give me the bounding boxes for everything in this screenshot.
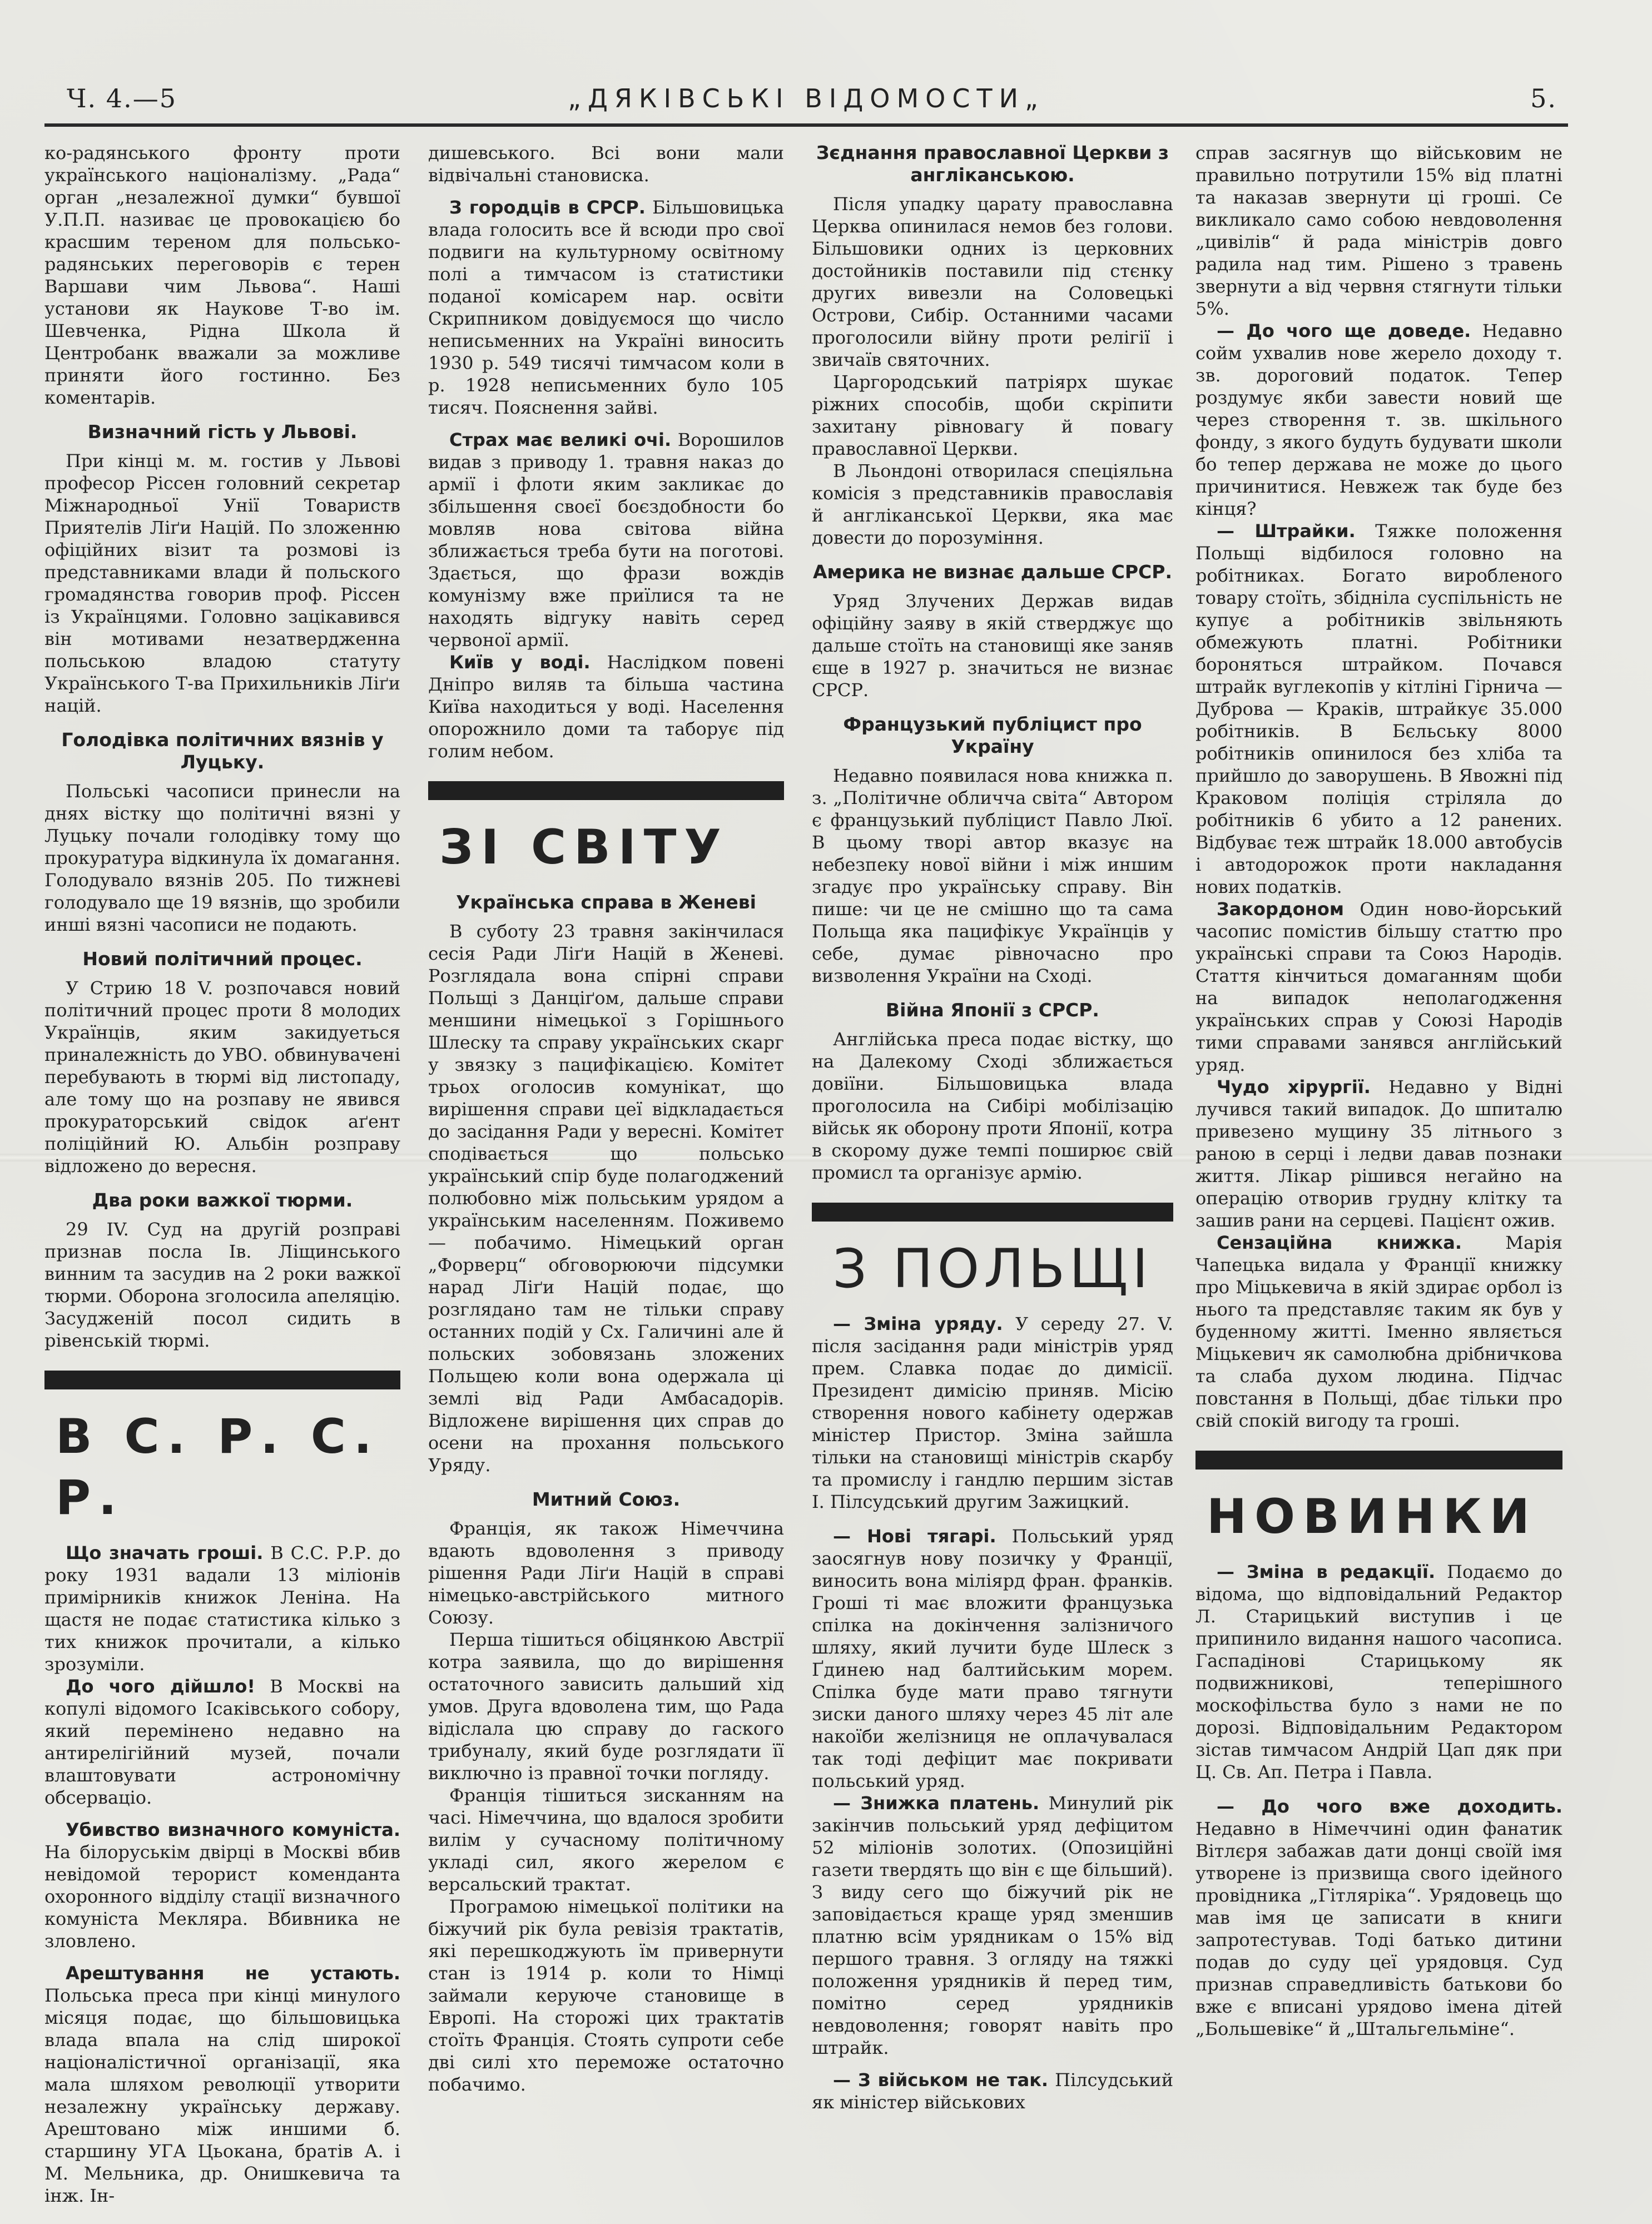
- article-text: Більшовицька влада голосить все й всюди про свої подвиги на культурному освітному полі а тимчасом із статистики поданої комісарем нар. освіти Скрипником довідуємося що число неписьменних на Україні виносить 1930 р. 549 тисячі тимчасом коли в р. 1928 неписьменних було 105 тисяч. Пояснення зайві.: [428, 197, 785, 418]
- headline-prison: Два роки важкої тюрми.: [92, 1189, 353, 1211]
- article-continuation: ко-радянського фронту проти українського націоналізму. „Рада“ орган „незалежної думки“ бувшої У.П.П. називає це провокацією бо красшим тереном для польсько-радянських переговорів є терен Варшави чим Львова“. Наші установи як Наукове Т-во ім. Шевченка, Рідна Школа й Центробанк вважали за можливе приняти його гостинно. Без коментарів.: [44, 142, 400, 408]
- article-text: В Москві на копулі відомого Ісаківського собору, який перемінено недавно на антирелігійний музей, почали влаштовувати астрономічну обсерваціо.: [44, 1676, 400, 1808]
- headline-trial: Новий політичний процес.: [82, 948, 363, 970]
- section-title-poland: З ПОЛЬЩІ: [832, 1238, 1153, 1300]
- lead-book: Сензаційна книжка.: [1217, 1232, 1462, 1253]
- lead-arrests: Арештування не устають.: [66, 1963, 400, 1984]
- page-number: 5.: [1530, 83, 1557, 113]
- article-text: Минулий рік закінчив польський уряд дефіцитом 52 міліонів золотих. (Опозиційні газети твердять що він є ще більший). З виду сего що біжучий рік не заповідається краще уряд зменшив платню всім урядникам о 15% від першого травня. З огляду на тяжкі положення урядників й перед тим, помітно серед урядників невдоволення; говорят навіть про штрайк.: [812, 1793, 1174, 2058]
- article-text: Один ново-йорський часопис помістив більшу статтю про українські справи та Союз Народів. Стаття кінчиться домаганням щоби на випадок неполагодження українських справ у Союзі Народів тими справами занявся англійський уряд.: [1195, 898, 1562, 1075]
- lead-burdens: — Нові тягарі.: [833, 1526, 996, 1547]
- article-text: В Льондоні отворилася спеціяльна комісія з представників православія й англіканської Церкви, яка має довести до порозуміння.: [812, 460, 1173, 548]
- column-2: [428, 142, 784, 2096]
- headline-japan-war: Війна Японії з СРСР.: [886, 999, 1099, 1021]
- article-text: Пілсудський як міністер військових: [812, 2069, 1174, 2113]
- article-text: Недавно сойм ухвалив нове жерело доходу т. зв. дороговий податок. Тепер роздумує якби завести новий ще через створення т. зв. шкільного фонду, з якого будуть будувати школи бо тепер держава не може до цього причинитися. Невжеж так буде без кінця?: [1195, 320, 1562, 519]
- lead-fear: Страх має великі очі.: [449, 429, 672, 450]
- headline-geneva: Українська справа в Женеві: [456, 891, 756, 913]
- section-title-news: НОВИНКИ: [1207, 1489, 1537, 1545]
- lead-murder: Убивство визначного комуніста.: [66, 1819, 400, 1840]
- headline-publicist: Французький публіцист про Україну: [843, 713, 1142, 757]
- article-text: При кінці м. м. гостив у Львові професор Рісcен головний секретар Міжнародньої Унії Товариств Приятелів Ліґи Націй. По зложенню офіційних візит та розмові із представниками влади й польского громадянства говорив проф. Рісcен із Українцями. Головно зацікавився він мотивами незатвердженна польською владою статуту Українського Т-ва Прихильників Ліґи націй.: [44, 450, 400, 716]
- article-text: Франція тішиться зисканням на часі. Німеччина, що вдалося зробити вилім у сучасному політичному укладі сил, якого жерелом є версальский трактат.: [428, 1785, 784, 1895]
- lead-where: — До чого ще доведе.: [1217, 320, 1471, 341]
- article-text: Після упадку царату православна Церква опинилася немов без голови. Більшовики одних із церковних достойників поставили під стєнку других вивезли на Соловецькі Острови, Сибір. Останними часами проголосили війну проти релігії і звичаїв святочних.: [812, 193, 1173, 370]
- article-text: Польська преса при кінці минулого місяця подає, що більшовицька влада впала на слід широкої націоналістичної організації, яка мала шляхом революції утворити незалежну українську державу. Арештовано між иншими б. старшину УГА Цьокана, братів А. і М. Мельника, др. Онишкевича та інж. Ін-: [44, 1985, 400, 2206]
- article-continuation: справ засягнув що військовим не правильно потрутили 15% від платні та наказав звернути ці гроші. Се викликало само собою невдоволення „цивілів“ й рада міністрів довго радила над тим. Рішено з травень звернути а від червня стягнути тільки 5%.: [1195, 142, 1562, 319]
- lead-cities: З городців в СРСР.: [449, 197, 646, 218]
- article-text: Програмою німецької політики на біжучий рік була ревізія трактатів, які перешкоджують їм привернути стан із 1914 р. коли то Німці займали керуюче становище в Европі. На сторожі цих трактатів стоїть Франція. Стоять супроти себе дві силі хто переможе остаточно побачимо.: [428, 1896, 784, 2095]
- article-text: Недавно появилася нова книжка п. з. „Політичне обличча світа“ Автором є французький публіцист Павло Люї. В цьому творі автор вказує на небезпеку нової війни і між иншим згадує про українську справу. Він пише: чи це не смішно що та сама Польща яка пацифікує Українців у себе, думає рівночасно про визволення України на Сході.: [812, 765, 1173, 986]
- article-text: В С.С. Р.Р. до року 1931 вадали 13 міліонів примірників книжок Леніна. На щастя не подає статистика кілько з тих книжок прочитали, а кілько зрозуміли.: [44, 1542, 401, 1675]
- article-continuation: дишевського. Всі вони мали відвічальні становиска.: [428, 142, 784, 186]
- lead-abroad: Закордоном: [1217, 898, 1345, 920]
- section-divider-bar: [44, 1371, 400, 1389]
- column-4: [1195, 142, 1562, 2040]
- article-text: Уряд Злучених Держав видав офіційну заяву в якій стверджує що дальше стоїть на становищі яке заняв єще в 1927 р. значиться не визнає СРСР.: [812, 590, 1173, 701]
- article-text: Англійська преса подає вістку, що на Далекому Сході зближається довіїни. Більшовицька влада проголосила на Сибірі мобілізацію військ як оборону проти Японії, котра в скорому дуже темпі поширює свій промисл та організує армію.: [812, 1029, 1173, 1183]
- article-text: Франція, як також Німеччина вдають вдоволення з приводу рішення Ради Ліґи Націй в справі німецько-австрійського митного Союзу.: [428, 1518, 784, 1628]
- article-text: У Стрию 18 V. розпочався новий політичний процес проти 8 молодих Українців, яким закидуеться приналежність до УВО. обвинувачені перебувають в тюрмі від листопаду, але тому що на розпаву не явився прокураторський свідок аґент поліційний Ю. Альбін розправу відложено до вересня.: [44, 977, 400, 1176]
- article-text: Недавно у Відні лучився такий випадок. До шпиталю привезено мущину 35 літнього з раною в серці і ледви давав познаки життя. Лікар рішився негайно на операцію отворив грудну клітку та зашив рани на серцеві. Пацієнт ожив.: [1195, 1076, 1562, 1231]
- section-title-ussr: В С. Р. С. Р.: [56, 1409, 380, 1526]
- article-text: Недавно в Німеччині один фанатик Вітлєря забажав дати донці своїй імя утворене із призвища свого ідейного провідника „Гітляріка“. Урядовець що мав імя це записати в книги запротестував. Тоді батько дитини подав до суду цеї урядовця. Суд признав справедливість батькови бо вже є вписані урядово імена дітей „Большевіке“ й „Штальгельміне“.: [1195, 1818, 1562, 2039]
- lead-kyiv: Київ у воді.: [449, 652, 591, 673]
- lead-extent-news: — До чого вже доходить.: [1217, 1796, 1562, 1817]
- issue-number: Ч. 4.—5: [67, 83, 177, 113]
- article-text: На білоруськім двірці в Москві вбив невідомой терорист коменданта охоронного відділу стації визначного комуніста Мекляра. Вбивника не зловлено.: [44, 1841, 400, 1952]
- lead-government: — Зміна уряду.: [833, 1313, 1003, 1334]
- lead-editorial-change: — Зміна в редакції.: [1217, 1561, 1436, 1582]
- page-header: [50, 83, 1562, 122]
- article-text: Ворошилов видав з приводу 1. травня наказ до армії і флоти яким закликає до збільшення своєї боєздобности бо мовляв нова світова війна зближається треба бути на поготові. Здається, що фрази вождів комунізму вже приїлися та не находять відгуку навіть серед червоної армії.: [428, 429, 785, 651]
- lead-strikes: — Штрайки.: [1217, 520, 1356, 542]
- article-text: Марія Чапецька видала у Франції книжку про Міцькевича в якій здирає орбол із нього та представляє таким як був у буденному житті. Іменно являється Міцькевич як самолюбна дрібничкова та слаба духом людина. Підчас повстання в Польщі, дбає тільки про свій спокій вигоду та гроші.: [1195, 1232, 1563, 1431]
- lead-salary-cut: — Знижка платень.: [833, 1793, 1040, 1814]
- lead-money: Що значать гроші.: [66, 1542, 264, 1563]
- column-1: [44, 142, 400, 2207]
- headline-america: Америка не визнає дальше СРСР.: [813, 561, 1172, 583]
- column-3: [812, 142, 1173, 2113]
- article-text: Царгородський патріярх шукає ріжних способів, щоби скріпити захитану рівновагу й повагу православної Церкви.: [812, 371, 1173, 459]
- article-text: Подаємо до відома, що відповідальний Редактор Л. Старицький виступив і це припинило видання нашого часописа. Гаспадінові Старицькому як подвижникові, теперішного москофільства було з нами не по дорозі. Відповідальним Редактором зістав тимчасом Андрій Цап дяк при Ц. Св. Ап. Петра і Павла.: [1195, 1561, 1563, 1783]
- section-divider-bar: [1195, 1451, 1562, 1470]
- lead-surgery: Чудо хірургії.: [1217, 1076, 1371, 1098]
- article-text: Перша тішиться обіцянкою Австрії котра заявила, що до вирішення остаточного зависить дальший хід умов. Друга вдоволена тим, що Рада відіслала цю справу до гаского трибуналу, який буде розглядати її виключно із правної точки погляду.: [428, 1629, 784, 1784]
- section-divider-bar: [428, 781, 784, 800]
- headline-church: Зєднання православної Церкви з англіканською.: [816, 142, 1169, 186]
- article-text: Тяжке положення Польщі відбилося головно на робітниках. Богато виробленого товару стоїть, збідніла суспільність не купує а робітників звільняють обмежують платні. Робітники бороняться штрайком. Почався штрайк вуглекопів у кітліні Гірнича — Дуброва — Кракiв, штрайкує 35.000 робітників. В Бєльську 8000 робітників опинилося без хліба та прийшло до заворушень. В Явожні під Краковом поліція стріляла до робітників 6 убито а 12 ранених. Відбуває теж штрайк 18.000 автобусів і автодорожок проти накладання нових податків.: [1195, 520, 1563, 897]
- article-text: 29 IV. Суд на другій розправі признав посла Ів. Ліщинського винним та засудив на 2 роки важкої тюрми. Оборона зголосила апеляцію. Засудженій посол сидить в рівенській тюрмі.: [44, 1219, 400, 1351]
- newspaper-title: „ДЯКІВСЬКІ ВІДОМОСТИ„: [568, 83, 1045, 113]
- headline-customs-union: Митний Союз.: [532, 1488, 681, 1510]
- section-title-world: ЗІ СВІТУ: [439, 820, 729, 875]
- article-text: Польські часописи принесли на днях вістку що політичні вязні у Луцьку почали голодівку тому що прокуратура відкинула їх домагання. Голодувало вязнів 205. По тижневі голодувало ще 19 вязнів, що зробили инші вязні часописи не подають.: [44, 781, 400, 935]
- section-divider-bar: [812, 1203, 1173, 1222]
- article-text: Польський уряд заосягнув нову позичку у Франції, виносить вона міліярд фран. франків. Гроші ті має вложити французька спілка на докінчення залізничого шляху, який лучити буде Шлеск з Ґдинею над балтийським морем. Спілка буде мати право тягнути зиски даного шляху через 45 літ але накоїби желізниця не оплачувалася так тоді дефіцит має покривати польський уряд.: [812, 1526, 1174, 1791]
- article-text: Наслідком повені Дніпро виляв та більша частина Київа находиться у воді. Населення опорожнило доми та таборує під голим небом.: [428, 652, 785, 762]
- lead-extent: До чого дійшло!: [66, 1676, 255, 1697]
- lead-army: — З військом не так.: [833, 2069, 1049, 2091]
- header-rule: [44, 123, 1568, 127]
- headline-guest: Визначний гість у Львові.: [87, 421, 358, 443]
- article-text: В суботу 23 травня закінчилася сесія Ради Ліґи Націй в Женеві. Розглядала вона спірні справи Польщі з Данціґом, дальше справи меншини німецької з Горішнього Шлеску та справу українських скарг у звязку з пацифікацією. Комітет трьох оголосив комунікат, що вирішення справи цеї відкладається до засідання Ради у вересні. Комітет сподівається що польсько український спір буде полагоджений полюбовно між польським урядом а українським населенням. Поживемо — побачимо. Німецький орган „Форверц“ обговорюючи підсумки нарад Ліґи Націй подає, що розглядано там не тільки справу останних подій у Сх. Галичині але й польских зобовязань зложених Польщею коли вона одержала ці землі від Ради Амбасадорів. Відложене вирішення цих справ до осени на прохання польського Уряду.: [428, 921, 784, 1476]
- article-text: У середу 27. V. після засідання ради міністрів уряд прем. Славка подає до димісії. Президент димісію приняв. Місію створення нового кабінету одержав міністер Пристор. Зміна зайшла тільки на становищі міністрів скарбу та промислу і гандлю першим зістав І. Пілсудський другим Зажицкий.: [812, 1313, 1173, 1512]
- headline-hunger-strike: Голодівка політичних вязнів у Луцьку.: [61, 729, 384, 773]
